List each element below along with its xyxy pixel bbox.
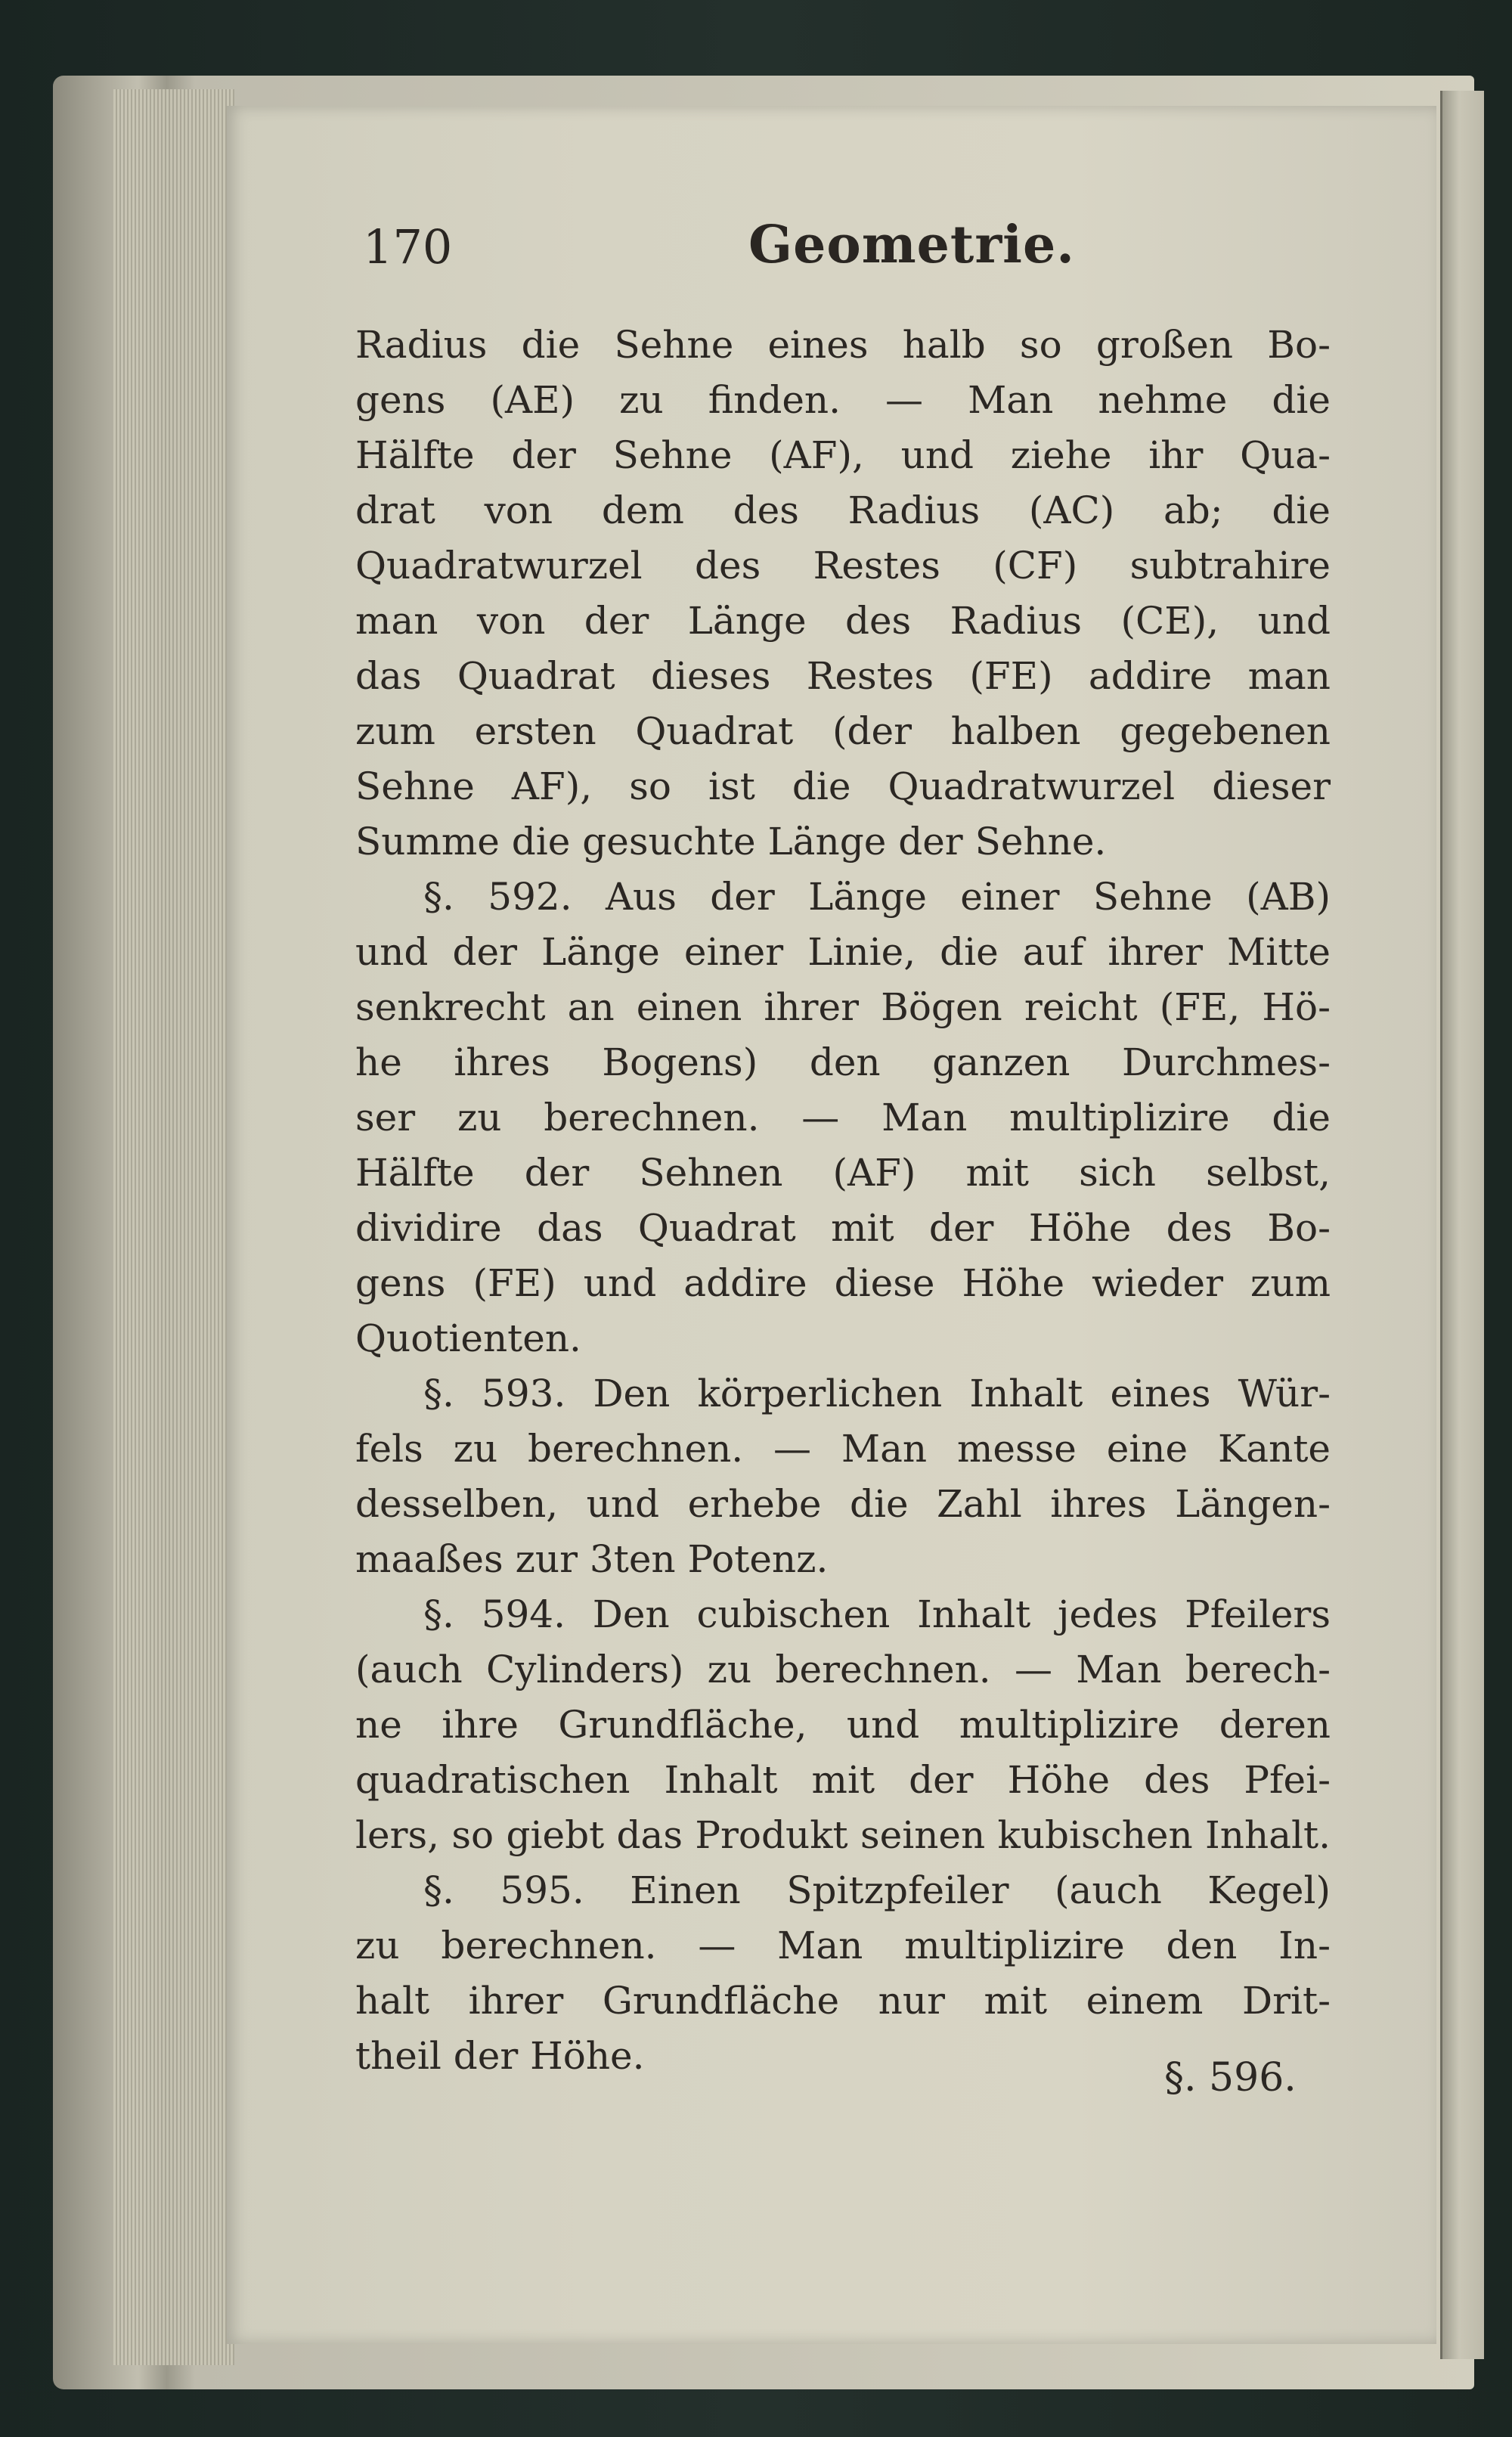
text-line: man von der Länge des Radius (CE), und	[355, 599, 1331, 643]
text-line: ser zu berechnen. — Man multiplizire die	[355, 1096, 1331, 1139]
text-line: Hälfte der Sehnen (AF) mit sich selbst,	[355, 1151, 1331, 1195]
text-line: halt ihrer Grundfläche nur mit einem Drit-	[355, 1979, 1331, 2023]
text-line: gens (AE) zu finden. — Man nehme die	[355, 378, 1331, 422]
text-line: theil der Höhe.	[355, 2034, 645, 2078]
text-line: das Quadrat dieses Restes (FE) addire man	[355, 654, 1331, 698]
section-595-start: §. 595. Einen Spitzpfeiler (auch Kegel)	[423, 1868, 1331, 1912]
text-line: Summe die gesuchte Länge der Sehne.	[355, 820, 1107, 863]
text-line: quadratischen Inhalt mit der Höhe des Pfei-	[355, 1758, 1331, 1802]
text-line: lers, so giebt das Produkt seinen kubischen Inhalt.	[355, 1813, 1331, 1857]
running-title: Geometrie.	[748, 215, 1075, 275]
text-line: Sehne AF), so ist die Quadratwurzel dieser	[355, 764, 1331, 808]
text-line: (auch Cylinders) zu berechnen. — Man berech-	[355, 1648, 1331, 1691]
page-header	[363, 212, 1331, 287]
text-line: zum ersten Quadrat (der halben gegebenen	[355, 709, 1331, 753]
text-line: gens (FE) und addire diese Höhe wieder zum	[355, 1261, 1331, 1305]
section-593-start: §. 593. Den körperlichen Inhalt eines Wür-	[423, 1372, 1331, 1415]
text-line: drat von dem des Radius (AC) ab; die	[355, 488, 1331, 532]
text-line: und der Länge einer Linie, die auf ihrer Mitte	[355, 930, 1331, 974]
section-592-start: §. 592. Aus der Länge einer Sehne (AB)	[423, 875, 1331, 919]
text-line: desselben, und erhebe die Zahl ihres Längen-	[355, 1482, 1331, 1526]
text-line: senkrecht an einen ihrer Bögen reicht (FE, Hö-	[355, 985, 1331, 1029]
text-line: Hälfte der Sehne (AF), und ziehe ihr Qua-	[355, 433, 1331, 477]
right-page-edge	[1440, 91, 1484, 2359]
body-text	[355, 318, 1331, 2084]
page-edges	[113, 89, 234, 2365]
text-line: maaßes zur 3ten Potenz.	[355, 1537, 829, 1581]
text-line: zu berechnen. — Man multiplizire den In-	[355, 1924, 1331, 1967]
text-line: Quadratwurzel des Restes (CF) subtrahire	[355, 544, 1331, 588]
text-line: ne ihre Grundfläche, und multiplizire deren	[355, 1703, 1331, 1747]
text-line: he ihres Bogens) den ganzen Durchmes-	[355, 1040, 1331, 1084]
text-line: Radius die Sehne eines halb so großen Bo-	[355, 323, 1331, 367]
section-594-start: §. 594. Den cubischen Inhalt jedes Pfeilers	[423, 1592, 1331, 1636]
text-line: fels zu berechnen. — Man messe eine Kante	[355, 1427, 1331, 1471]
text-line: dividire das Quadrat mit der Höhe des Bo-	[355, 1206, 1331, 1250]
catchword: §. 596.	[1164, 2055, 1297, 2101]
page-number: 170	[363, 219, 453, 274]
text-line: Quotienten.	[355, 1316, 581, 1360]
